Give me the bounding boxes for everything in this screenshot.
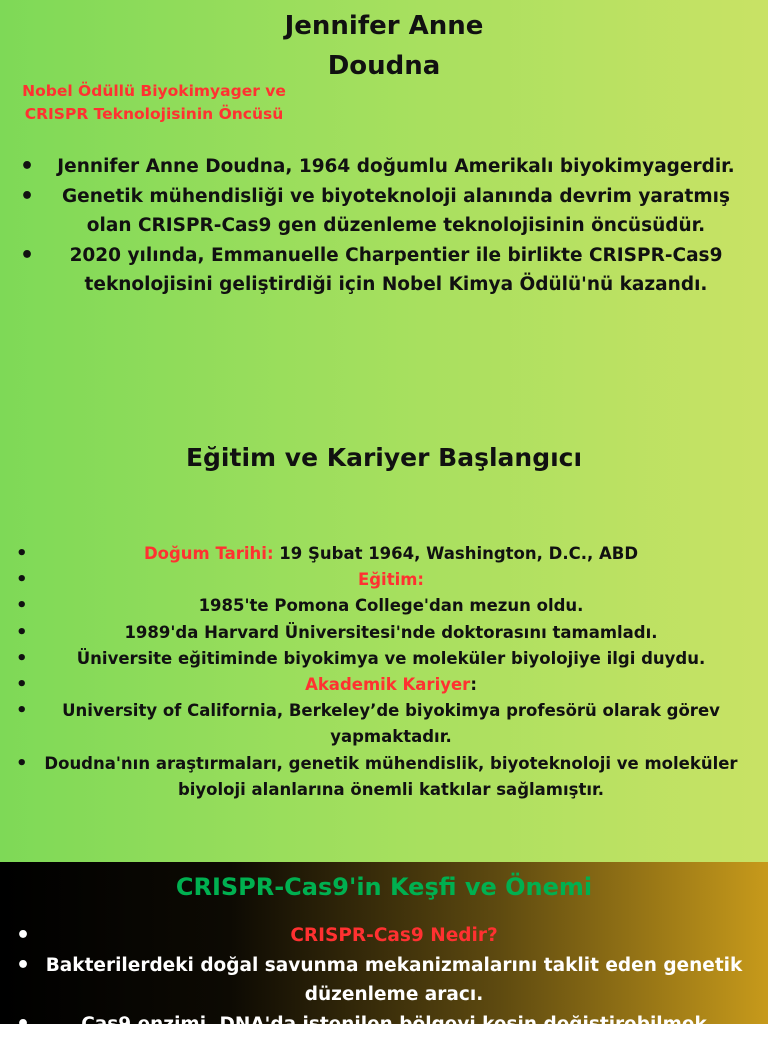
education-label: Eğitim: <box>358 570 424 589</box>
subtitle-line-2: CRISPR Teknolojisinin Öncüsü <box>4 103 304 126</box>
education-list <box>16 541 744 803</box>
crispr-heading: CRISPR-Cas9'in Keşfi ve Önemi <box>0 868 768 906</box>
crispr-item: • Cas9 enzimi, DNA'da istenilen bölgeyi kesin değiştirebilmek <box>16 1010 744 1039</box>
subtitle <box>4 80 304 126</box>
intro-item-crispr: • Genetik mühendisliği ve biyoteknoloji alanında devrim yaratmış olan CRISPR-Cas9 gen düzenleme teknolojisinin öncüsüdür. <box>20 182 740 241</box>
career-item: • Doudna'nın araştırmaları, genetik mühendislik, biyoteknoloji ve moleküler biyoloji alanlarına önemli katkılar sağlamıştır. <box>16 751 744 803</box>
education-item: • 1985'te Pomona College'dan mezun oldu. <box>16 593 744 619</box>
birth-date-item <box>16 541 744 567</box>
career-item: • University of California, Berkeley’de biyokimya profesörü olarak görev yapmaktadır. <box>16 698 744 750</box>
intro-list <box>20 152 740 300</box>
education-item: • Üniversite eğitiminde biyokimya ve moleküler biyolojiye ilgi duydu. <box>16 646 744 672</box>
crispr-item: • Bakterilerdeki doğal savunma mekanizmalarını taklit eden genetik düzenleme aracı. <box>16 951 744 1010</box>
crispr-what-label: CRISPR-Cas9 Nedir? <box>290 925 497 946</box>
page-title <box>0 6 768 86</box>
intro-item-birth: • Jennifer Anne Doudna, 1964 doğumlu Amerikalı biyokimyagerdir. <box>20 152 740 182</box>
crispr-what-item <box>16 921 744 951</box>
education-label-item <box>16 567 744 593</box>
subtitle-line-1: Nobel Ödüllü Biyokimyager ve <box>4 80 304 103</box>
career-label: Akademik Kariyer <box>305 675 470 694</box>
title-line-2: Doudna <box>0 46 768 86</box>
birth-date-value: 19 Şubat 1964, Washington, D.C., ABD <box>274 544 639 563</box>
intro-item-nobel: • 2020 yılında, Emmanuelle Charpentier ile birlikte CRISPR-Cas9 teknolojisini geliştirdiği için Nobel Kimya Ödülü'nü kazandı. <box>20 241 740 300</box>
crispr-list <box>16 921 744 1039</box>
birth-date-label: Doğum Tarihi: <box>144 544 274 563</box>
career-label-item <box>16 672 744 698</box>
education-heading: Eğitim ve Kariyer Başlangıcı <box>0 438 768 478</box>
education-item: • 1989'da Harvard Üniversitesi'nde doktorasını tamamladı. <box>16 620 744 646</box>
career-label-suffix: : <box>470 675 477 694</box>
title-line-1: Jennifer Anne <box>0 6 768 46</box>
